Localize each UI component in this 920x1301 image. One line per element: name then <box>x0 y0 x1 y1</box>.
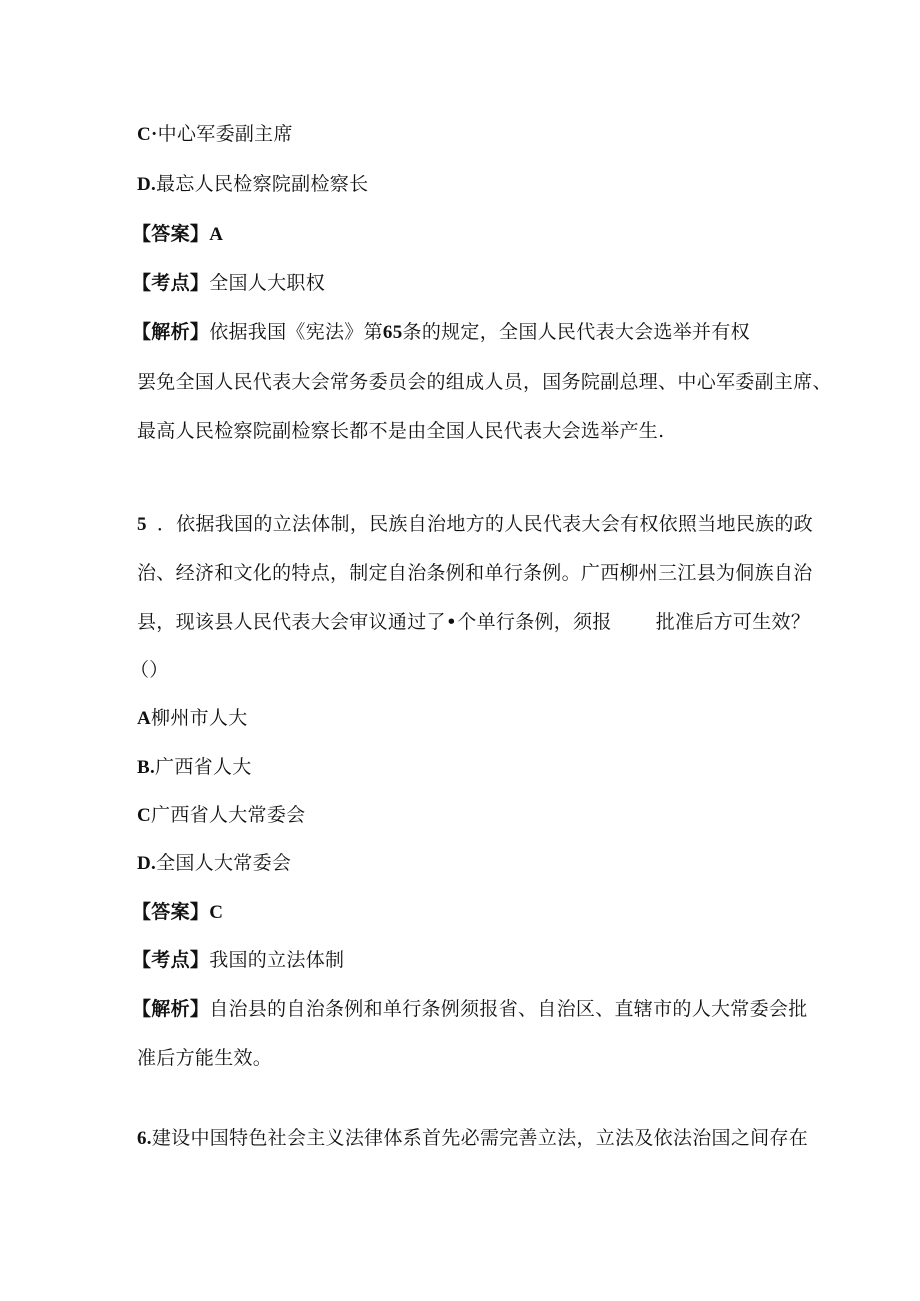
q5-analysis-line-2 <box>137 1046 272 1070</box>
q5-answer-parentheses: （） <box>130 659 169 681</box>
q4-option-d-text: 最忘人民检察院副检察长 <box>156 173 369 195</box>
q5-topic-label: 【考点】 <box>132 950 210 971</box>
q4-analysis-text-2: 罢免全国人民代表大会常务委员会的组成人员，国务院副总理、中心军委副主席、 <box>137 371 832 393</box>
q4-topic <box>132 271 325 296</box>
q5-stem-line-4 <box>130 658 169 682</box>
q4-analysis-article-number: 65 <box>382 322 403 343</box>
q4-answer-value: A <box>209 224 224 245</box>
q4-answer <box>132 222 223 247</box>
q5-topic <box>132 948 344 973</box>
q5-stem-text-3b: 批准后方可生效？ <box>655 611 811 633</box>
q4-analysis-text-1b: 条的规定，全国人民代表大会选举并有权 <box>402 321 750 343</box>
q4-topic-text: 全国人大职权 <box>209 272 326 294</box>
q4-option-c <box>137 122 293 147</box>
q5-option-a <box>137 706 248 731</box>
q6-stem-text-1: 建设中国特色社会主义法律体系首先必需完善立法，立法及依法治国之间存在 <box>151 1127 809 1149</box>
q5-stem-line-1 <box>137 512 813 537</box>
q4-analysis-text-3: 最高人民检察院副检察长都不是由全国人民代表大会选举产生. <box>137 420 665 442</box>
q5-analysis-line-1 <box>132 997 808 1022</box>
q4-analysis-line-3 <box>137 419 664 443</box>
q5-answer-value: C <box>209 902 224 923</box>
q5-option-c-text: 广西省人大常委会 <box>151 804 306 826</box>
q4-option-d <box>137 172 368 197</box>
q5-number: 5 <box>137 514 147 535</box>
q5-option-c <box>137 803 305 828</box>
q5-option-d <box>137 851 291 876</box>
q5-option-a-letter: A <box>137 708 152 729</box>
q5-stem-line-3 <box>137 610 810 634</box>
q5-option-b-letter: B. <box>137 757 156 778</box>
q5-option-a-text: 柳州市人大 <box>151 707 248 729</box>
q5-stem-text-3a: 县，现该县人民代表大会审议通过了•个单行条例，须报 <box>137 611 612 633</box>
q5-option-c-letter: C <box>137 805 152 826</box>
q4-option-c-letter: C· <box>137 124 158 145</box>
q5-analysis-text-2: 准后方能生效。 <box>137 1047 273 1069</box>
q5-analysis-text-1: 自治县的自治条例和单行条例须报省、自治区、直辖市的人大常委会批 <box>209 998 808 1020</box>
q4-option-c-text: 中心军委副主席 <box>157 123 293 145</box>
q4-option-d-letter: D. <box>137 174 157 195</box>
q5-stem-line-2 <box>137 561 813 585</box>
q5-option-d-letter: D. <box>137 853 157 874</box>
q4-analysis-line-1 <box>132 320 750 345</box>
q4-topic-label: 【考点】 <box>132 273 210 294</box>
q4-answer-label: 【答案】 <box>132 224 210 245</box>
q4-analysis-label: 【解析】 <box>132 322 210 343</box>
q5-stem-text-1: ．依据我国的立法体制，民族自治地方的人民代表大会有权依照当地民族的政 <box>156 513 814 535</box>
q5-option-d-text: 全国人大常委会 <box>156 852 292 874</box>
q5-topic-text: 我国的立法体制 <box>209 949 345 971</box>
q5-analysis-label: 【解析】 <box>132 999 210 1020</box>
q4-analysis-line-2 <box>137 370 832 394</box>
q6-stem-line-1 <box>137 1126 808 1151</box>
q5-option-b-text: 广西省人大 <box>155 756 252 778</box>
q5-option-b <box>137 755 252 780</box>
q6-number: 6. <box>137 1128 152 1149</box>
q5-answer <box>132 900 223 925</box>
q4-analysis-text-1a: 依据我国《宪法》第 <box>209 321 383 343</box>
q5-answer-label: 【答案】 <box>132 902 210 923</box>
q5-stem-text-2: 治、经济和文化的特点，制定自治条例和单行条例。广西柳州三江县为侗族自治 <box>137 562 813 584</box>
